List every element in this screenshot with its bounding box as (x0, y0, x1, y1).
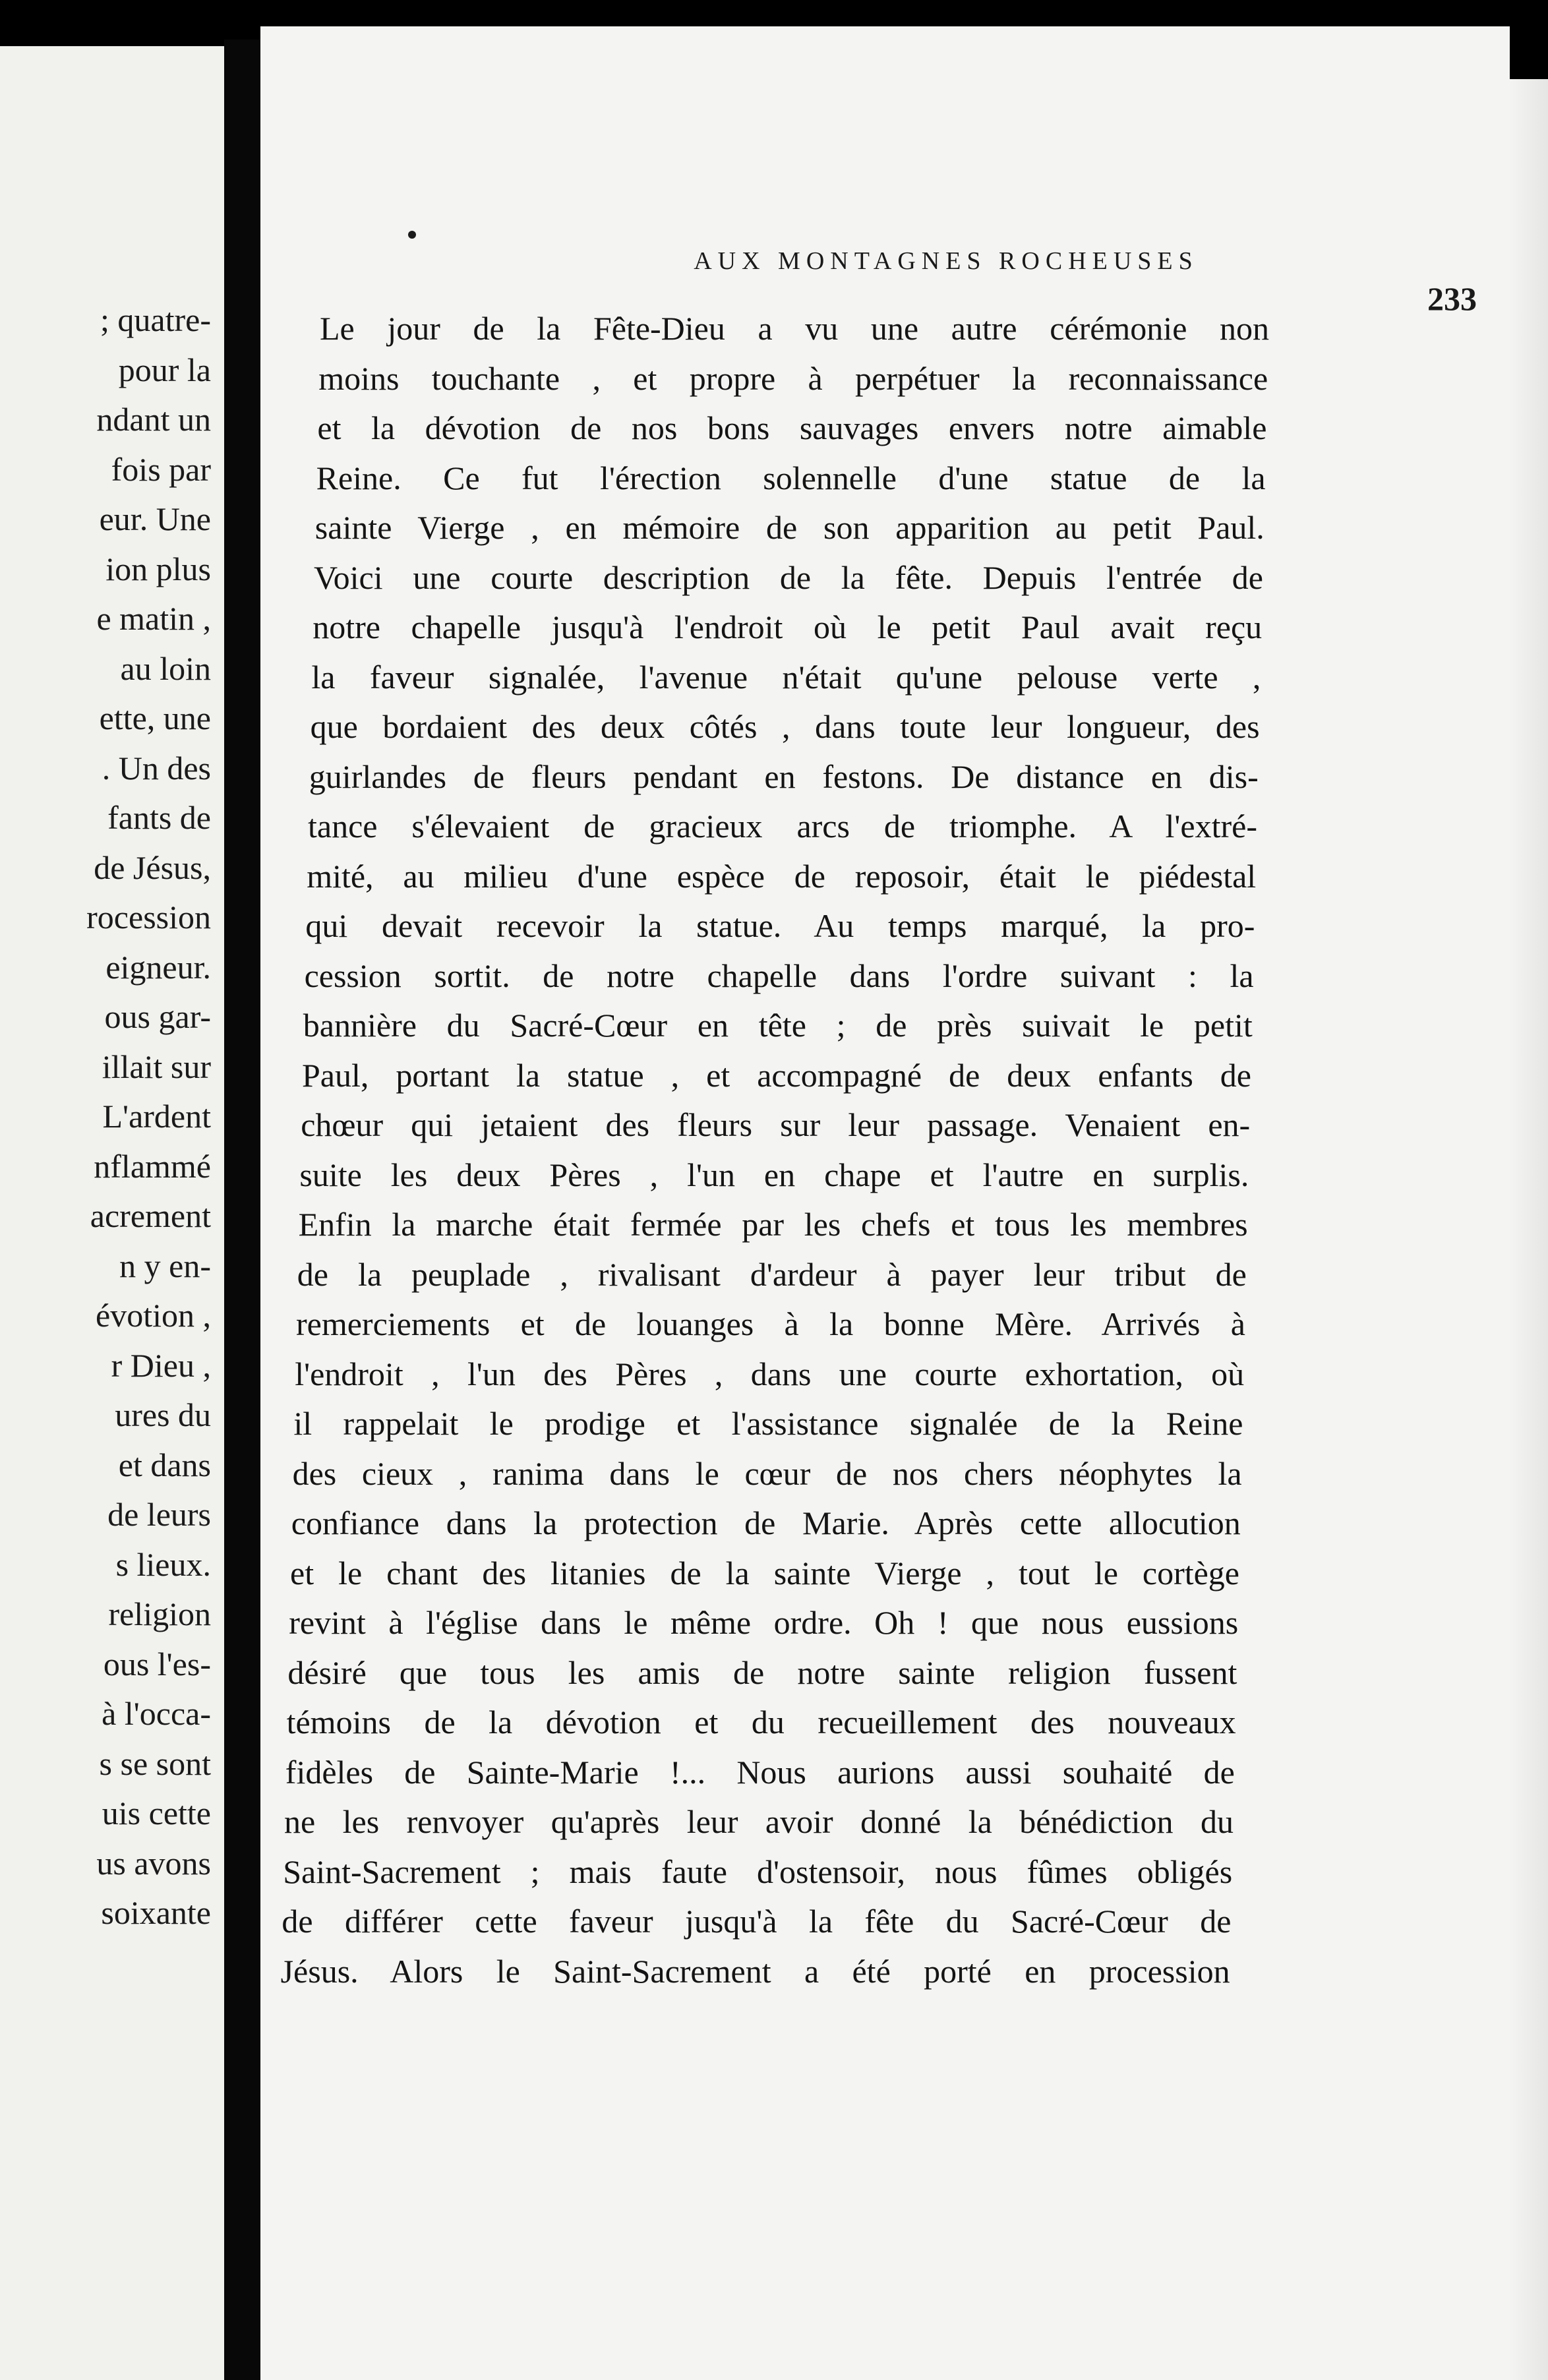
left-line-fragment: ette, une (99, 699, 211, 736)
body-text-line: l'endroit , l'un des Pères , dans une courte exhortation, où (295, 1355, 1245, 1392)
left-line-fragment: us avons (96, 1844, 211, 1882)
body-text-line: la faveur signalée, l'avenue n'était qu'une pelouse verte , (311, 658, 1261, 696)
right-page (260, 26, 1548, 2380)
body-text-line: confiance dans la protection de Marie. Après cette allocution (291, 1504, 1241, 1541)
left-line-fragment: illait sur (102, 1048, 211, 1085)
body-text-line: et le chant des litanies de la sainte Vierge , tout le cortège (290, 1554, 1239, 1592)
body-text-line: Le jour de la Fête-Dieu a vu une autre cérémonie non (320, 310, 1269, 347)
body-text-line: des cieux , ranima dans le cœur de nos chers néophytes la (292, 1454, 1242, 1492)
body-text-line: de la peuplade , rivalisant d'ardeur à payer leur tribut de (297, 1255, 1247, 1293)
left-line-fragment: s lieux. (115, 1545, 211, 1583)
left-line-fragment: r Dieu , (111, 1346, 211, 1384)
left-line-fragment: ures du (115, 1396, 211, 1433)
page-gutter (224, 40, 260, 2380)
left-line-fragment: ; quatre- (100, 301, 211, 338)
body-text-line: guirlandes de fleurs pendant en festons. De distance en dis- (309, 758, 1259, 795)
body-text-line: témoins de la dévotion et du recueillement des nouveaux (286, 1704, 1236, 1740)
left-line-fragment: de Jésus, (94, 848, 211, 886)
body-text-line: cession sortit. de notre chapelle dans l'ordre suivant : la (304, 957, 1254, 994)
left-line-fragment: fois par (111, 450, 211, 488)
left-line-fragment: et dans (118, 1446, 211, 1483)
left-line-fragment: pour la (118, 351, 211, 388)
body-text-line: sainte Vierge , en mémoire de son apparition au petit Paul. (314, 509, 1265, 546)
left-line-fragment: eigneur. (105, 948, 211, 986)
body-text-line: bannière du Sacré-Cœur en tête ; de près suivait le petit (303, 1007, 1253, 1044)
left-line-fragment: ous gar- (104, 998, 211, 1035)
body-text-line: et la dévotion de nos bons sauvages envers notre aimable (317, 409, 1267, 446)
body-text-line: moins touchante , et propre à perpétuer la reconnaissance (318, 359, 1268, 397)
left-line-fragment: soixante (101, 1894, 211, 1931)
left-line-fragment: ion plus (105, 550, 211, 587)
body-text-line: de différer cette faveur jusqu'à la fête du Sacré-Cœur de (282, 1903, 1232, 1940)
left-line-fragment: eur. Une (99, 500, 211, 537)
ink-dot (408, 231, 416, 239)
body-text-line: Saint-Sacrement ; mais faute d'ostensoir, nous fûmes obligés (283, 1853, 1233, 1890)
body-text-line: qui devait recevoir la statue. Au temps marqué, la pro- (305, 907, 1255, 944)
left-line-fragment: e matin , (96, 600, 211, 637)
body-text-line: Reine. Ce fut l'érection solennelle d'une statue de la (316, 459, 1266, 496)
left-line-fragment: n y en- (119, 1247, 211, 1284)
body-text-line: que bordaient des deux côtés , dans toute leur longueur, des (310, 708, 1260, 745)
body-text-line: il rappelait le prodige et l'assistance signalée de la Reine (293, 1405, 1243, 1442)
body-text-line: chœur qui jetaient des fleurs sur leur passage. Venaient en- (301, 1106, 1251, 1143)
page-number: 233 (1427, 280, 1477, 317)
body-text-line: tance s'élevaient de gracieux arcs de triomphe. A l'extré- (308, 808, 1257, 845)
body-text-line: Jésus. Alors le Saint-Sacrement a été porté en procession (280, 1952, 1230, 1990)
body-text-line: revint à l'église dans le même ordre. Oh ! que nous eussions (289, 1604, 1239, 1641)
left-line-fragment: de leurs (107, 1496, 211, 1533)
left-line-fragment: uis cette (102, 1795, 211, 1831)
left-line-fragment: religion (108, 1595, 211, 1632)
left-page (0, 46, 224, 2380)
page-edge-shadow (1508, 26, 1548, 2380)
left-line-fragment: L'ardent (102, 1098, 211, 1135)
body-text-line: désiré que tous les amis de notre sainte religion fussent (287, 1653, 1237, 1691)
body-text-line: notre chapelle jusqu'à l'endroit où le petit Paul avait reçu (313, 609, 1263, 645)
scan-border (1510, 0, 1548, 79)
left-line-fragment: fants de (107, 799, 211, 836)
left-line-fragment: nflammé (94, 1147, 211, 1185)
running-head: AUX MONTAGNES ROCHEUSES (694, 247, 1199, 275)
left-line-fragment: ndant un (96, 401, 211, 438)
left-line-fragment: rocession (86, 899, 211, 936)
left-line-fragment: évotion , (96, 1297, 211, 1334)
left-line-fragment: ous l'es- (103, 1645, 211, 1682)
left-line-fragment: au loin (120, 649, 211, 687)
body-text-line: mité, au milieu d'une espèce de reposoir, était le piédestal (307, 857, 1257, 895)
body-text-line: remerciements et de louanges à la bonne Mère. Arrivés à (296, 1305, 1245, 1342)
left-line-fragment: à l'occa- (102, 1695, 211, 1732)
body-text-line: Paul, portant la statue , et accompagné de deux enfants de (302, 1056, 1251, 1094)
body-text-line: suite les deux Pères , l'un en chape et l'autre en surplis. (299, 1156, 1249, 1193)
left-line-fragment: . Un des (102, 749, 211, 787)
left-line-fragment: acrement (90, 1197, 211, 1234)
body-text-line: Voici une courte description de la fête. Depuis l'entrée de (314, 558, 1263, 596)
body-text-line: fidèles de Sainte-Marie !... Nous aurions aussi souhaité de (285, 1753, 1235, 1791)
body-text-line: Enfin la marche était fermée par les chefs et tous les membres (298, 1206, 1248, 1243)
left-line-fragment: s se sont (99, 1744, 211, 1782)
body-text-line: ne les renvoyer qu'après leur avoir donné la bénédiction du (284, 1803, 1234, 1840)
